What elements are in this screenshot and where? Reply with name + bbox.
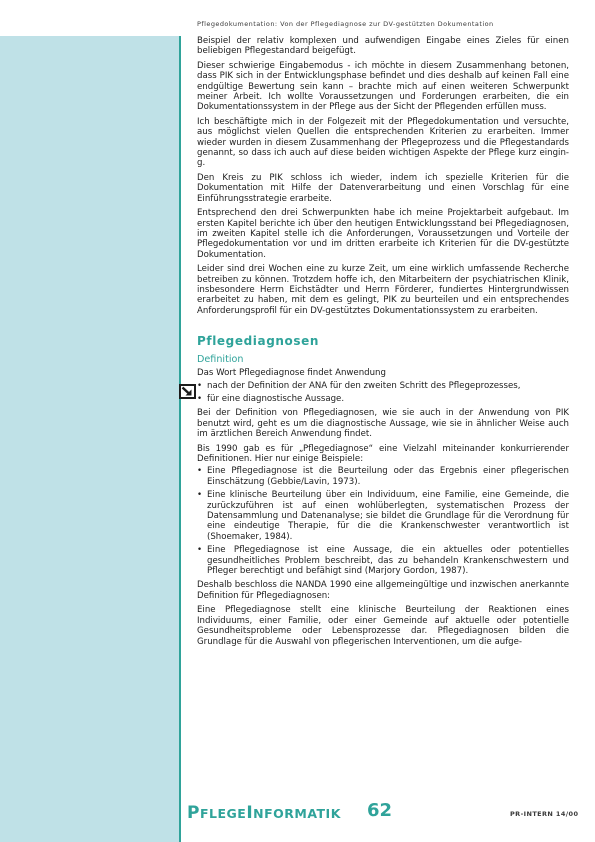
section-heading: Pflegediagnosen: [197, 334, 319, 349]
list-item: • Eine klinische Beurteilung über ein Individuum, eine Familie, eine Gemeinde, die zurückzuführen ist auf einen wohlüberlegten, systematischen Prozess der Datensammlung und Datenanalyse; sie bildet die Grundlage für die Verordnung für eine eindeutige Therapie, für die die Krankenschwester verantwortlich ist (Shoemaker, 1984).: [197, 490, 569, 542]
running-head: Pflegedokumentation: Von der Pflegediagnose zur DV-gestützten Dokumentation: [197, 20, 494, 28]
footer-title-small-1: FLEGE: [199, 806, 247, 821]
footer-title-cap-1: P: [187, 803, 200, 823]
intro-paragraph-5: Entsprechend den drei Schwerpunkten habe ich meine Projektarbeit aufgebaut. Im ersten Kapitel berichte ich über den heutigen Entwicklungsstand bei Pflegediagnosen, im zweiten Kapitel stelle ich die Anforderungen, Voraussetzungen und Vorteile der Pflegedokumentation vor und im dritten erarbeite ich Kriterien für die DV-gestützte Dokumentation.: [197, 208, 569, 260]
intro-paragraph-4: Den Kreis zu PIK schloss ich wieder, indem ich spezielle Kriterien für die Dokumentation mit Hilfe der Datenverarbeitung und einen Vorschlag für eine Einführungsstrategie erarbeite.: [197, 172, 569, 204]
section-lead: Das Wort Pflegediagnose findet Anwendung: [197, 368, 386, 379]
footer-title-cap-2: I: [246, 803, 254, 823]
footer-title-small-2: NFORMATIK: [253, 806, 341, 821]
footer-issue-label: PR-INTERN 14/00: [510, 810, 579, 818]
intro-paragraph-3: Ich beschäftigte mich in der Folgezeit mit der Pflegedokumentation und versuchte, aus möglichst vielen Quellen die entsprechenden Kriterien zu erarbeiten. Immer wieder wurden in diesem Zusammenhang der Pflegeprozess und die Pflegestandards genannt, so dass ich auch auf diese beiden wichtigen Aspekte der Pflege kurz einging.: [197, 116, 569, 169]
intro-paragraph-2: Dieser schwierige Eingabemodus - ich möchte in diesem Zusammenhang betonen, dass PIK sich in der Entwicklungsphase befindet und dies deshalb auf keinen Fall eine endgültige Bewertung sein kann – brachte mich auf einen weiteren Schwerpunkt meiner Arbeit. Ich wollte Voraussetzungen und Forderungen erarbeiten, die ein Dokumentationssystem in der Pflege aus der Sicht der Pflegenden erfüllen muss.: [197, 60, 569, 113]
section-paragraph-2: Bis 1990 gab es für „Pflegediagnose“ eine Vielzahl miteinander konkurrierender Definitionen. Hier nur einige Beispiele:: [197, 443, 569, 464]
page-number: 62: [367, 800, 393, 821]
main-text-column: [197, 36, 569, 651]
list-item: • Eine Pflegediagnose ist eine Aussage, die ein aktuelles oder potentielles gesundheitliches Problem beschreibt, das zu behandeln Krankenschwestern und Pfleger berechtigt und befähigt sind (Marjory Gordon, 1987).: [197, 545, 569, 576]
list-item: • für eine diagnostische Aussage.: [197, 394, 569, 404]
footer-journal-title: [187, 803, 341, 823]
lead-bullet-list: [197, 381, 569, 405]
intro-paragraph-6: Leider sind drei Wochen eine zu kurze Zeit, um eine wirklich umfassende Recherche betreiben zu können. Trotzdem hoffe ich, den Mitarbeitern der psychiatrischen Klinik, insbesondere Herrn Eichstädter und Herrn Förderer, fundiertes Hintergrundwissen erarbeitet zu haben, mit dem es gelingt, PIK zu beurteilen und ein entsprechendes Anforderungsprofil für ein DV-gestütztes Dokumentationssystem zu erarbeiten.: [197, 264, 569, 316]
list-item: • Eine Pflegediagnose ist die Beurteilung oder das Ergebnis einer pflegerischen Einschätzung (Gebbie/Lavin, 1973).: [197, 466, 569, 487]
margin-divider: [179, 36, 181, 842]
left-margin-band: [0, 36, 179, 842]
section-paragraph-3: Deshalb beschloss die NANDA 1990 eine allgemeingültige und inzwischen anerkannte Definition für Pflegediagnosen:: [197, 580, 569, 601]
sub-heading: Definition: [197, 354, 244, 366]
arrow-down-right-icon: [179, 384, 196, 399]
section-paragraph-1: Bei der Definition von Pflegediagnosen, wie sie auch in der Anwendung von PIK benutzt wird, geht es um die diagnostische Aussage, wie sie in ähnlicher Weise auch im ärztlichen Bereich Anwendung findet.: [197, 408, 569, 440]
examples-bullet-list: [197, 466, 569, 576]
intro-paragraph-1: Beispiel der relativ komplexen und aufwendigen Eingabe eines Zieles für einen beliebigen Pflegestandard beigefügt.: [197, 36, 569, 57]
list-item: • nach der Definition der ANA für den zweiten Schritt des Pflegeprozesses,: [197, 381, 569, 391]
section-paragraph-4: Eine Pflegediagnose stellt eine klinische Beurteilung der Reaktionen eines Individuums, einer Familie, oder einer Gemeinde auf aktuelle oder potentielle Gesundheitsprobleme oder Lebensprozesse dar. Pflegediagnosen bilden die Grundlage für die Auswahl von pflegerischen Interventionen, um die aufge-: [197, 605, 569, 647]
